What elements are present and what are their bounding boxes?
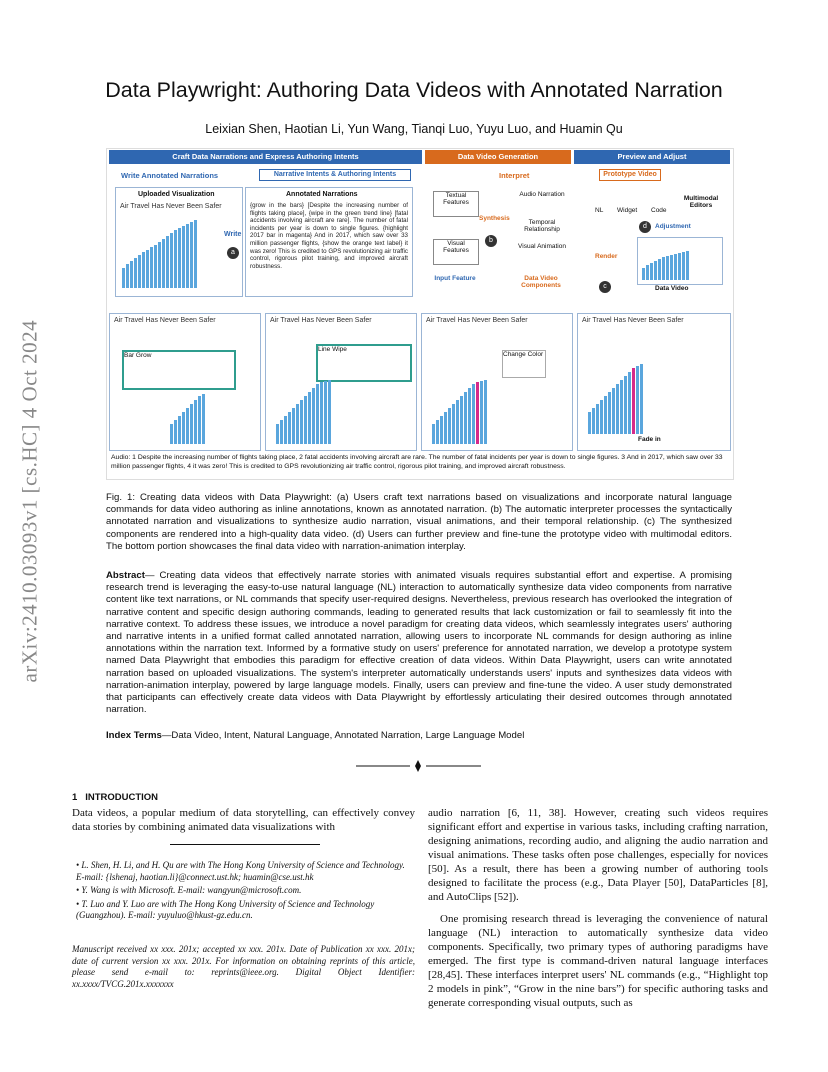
arxiv-stamp: arXiv:2410.03093v1 [cs.HC] 4 Oct 2024 — [17, 319, 42, 683]
thumb-bars — [642, 250, 689, 280]
abstract — [106, 570, 732, 716]
right-paragraph-2: One promising research thread is leveraging the convenience of natural language (NL) interaction to automatically synthesize data video components. Specifically, two primary types of authoring paradigms have emerged. The first type is command-driven natural language interfaces [28,45]. These interfaces interpret users' NL commands (e.g., “Highlight top 2 models in pink”, “Grow in the nine bars”) for specific authoring tasks and generate corresponding visual outputs, such as — [428, 913, 768, 1009]
index-terms-label: Index Terms — [106, 730, 162, 741]
header-preview: Preview and Adjust — [574, 150, 730, 164]
write-label: Write Annotated Narrations — [121, 171, 219, 180]
index-terms-text: —Data Video, Intent, Natural Language, Annotated Narration, Large Language Model — [161, 730, 525, 741]
label-b: b — [485, 235, 497, 247]
intents-label: Narrative Intents & Authoring Intents — [259, 169, 411, 181]
data-video-label: Data Video — [655, 285, 689, 292]
manuscript-note: Manuscript received xx xxx. 201x; accepted xx xxx. 201x. Date of Publication xx xxx. 201x; date of current version xx xxx. 201x. For information on obtaining reprints of this article, please send e-mail to: reprints@ieee.org. Digital Object Identifier: xx.xxxx/TVCG.201x.xxxxxxx — [72, 944, 415, 989]
audio-narration: Audio Narration — [519, 191, 565, 198]
step-2: Line Wipe — [316, 344, 412, 382]
visual-animation: Visual Animation — [518, 243, 566, 250]
temporal-relationship: Temporal Relationship — [524, 219, 560, 233]
index-terms — [106, 730, 732, 741]
header-craft: Craft Data Narrations and Express Authoring Intents — [109, 150, 422, 164]
code-editor: Code — [651, 207, 667, 214]
data-video-thumb — [637, 237, 723, 285]
write-arrow-label: Write — [224, 231, 242, 238]
adjustment-label: Adjustment — [655, 223, 691, 230]
prototype-label: Prototype Video — [599, 169, 661, 181]
authors: Leixian Shen, Haotian Li, Yun Wang, Tianqi Luo, Yuyu Luo, and Huamin Qu — [205, 122, 623, 136]
frame-4 — [577, 313, 731, 451]
narration-text: {grow in the bars} [Despite the increasing number of flights taking place], {wipe in the green trend line} [fatal accidents involving aircraft are rare]. The number of fatal incidents per year is down to single figures. {highlight 2017 bar in magenta} And in 2017, which saw over 33 million passenger flights, {show the orange text label} it was zero! This is credited to GPS revolutionizing air traffic control, rigorous pilot training, and improved aircraft robustness. — [250, 202, 408, 270]
header-generation: Data Video Generation — [425, 150, 571, 164]
abstract-text: — Creating data videos that effectively narrate stories with animated visuals requires substantial effort and expertise. A promising research trend is leveraging the easy-to-use natural language (NL) interaction to automatically synthesize data video components from narrative content like text narrations, or NL commands that specify user-required designs. Nevertheless, previous research has overlooked the integration of narrative content and specific design authoring commands, leading to generated results that lack customization or fail to seamlessly fit into the narrative context. To address these issues, we introduce a novel paradigm for creating data videos, which seamlessly integrates users' authoring and narrative intents in a unified format called annotated narration, allowing users to incorporate NL commands for design authoring as inline annotations within the narration text. Informed by a formative study on users' preference for annotated narration, we develop a prototype system named Data Playwright that embodies this paradigm for effective creation of data videos. Within Data Playwright, users can write annotated narration based on uploaded visualizations. The system's interpreter automatically understands users' inputs and synthesizes data videos with narration-animation interplay, powered by large language models. Finally, users can preview and fine-tune the video. A user study demonstrated that participants can effectively create data videos with Data Playwright by effortlessly articulating their desired outcomes through annotated narration. — [106, 570, 732, 716]
footnote-1: • L. Shen, H. Li, and H. Qu are with The Hong Kong University of Science and Technology. E-mail: {lshenaj, haotian.li}@connect.ust.hk; huamin@cse.ust.hk — [76, 860, 405, 882]
footnote-3: • T. Luo and Y. Luo are with The Hong Kong University of Science and Technology (Guangzhou). E-mail: yuyuluo@hkust-gz.edu.cn. — [76, 898, 375, 920]
visual-features: Visual Features — [433, 239, 479, 265]
chart-title: Air Travel Has Never Been Safer — [120, 203, 222, 210]
frame-3-bars — [432, 380, 487, 444]
frame-4-bars — [588, 364, 643, 434]
frame-4-title: Air Travel Has Never Been Safer — [582, 317, 684, 324]
frame-3 — [421, 313, 573, 451]
uploaded-vis-panel — [115, 187, 243, 297]
label-a: a — [227, 247, 239, 259]
mini-bars — [122, 218, 197, 288]
step-4: Fade in — [638, 436, 661, 443]
components-label: Data Video Components — [521, 275, 561, 289]
separator-diamond-icon — [356, 760, 481, 772]
teaser-figure — [106, 148, 734, 480]
abstract-label: Abstract — [106, 570, 145, 581]
annotated-title: Annotated Narrations — [286, 191, 358, 198]
frame-1-title: Air Travel Has Never Been Safer — [114, 317, 216, 324]
figure-caption: Fig. 1: Creating data videos with Data Playwright: (a) Users craft text narrations based on visualizations and incorporate natural language commands for data video authoring as inline annotations, known as annotated narration. (b) The automatic interpreter processes the syntactically annotated narration and visualizations to synthesize audio narration, visual animations, and their temporal relationship. (c) The synthesized components are rendered into a high-quality data video. (d) Users can further preview and fine-tune the prototype video with multimodal editors. The bottom portion showcases the final data video with narration-animation interplay. — [106, 492, 732, 552]
label-c: c — [599, 281, 611, 293]
frame-2-title: Air Travel Has Never Been Safer — [270, 317, 372, 324]
frame-2 — [265, 313, 417, 451]
interpret-label: Interpret — [499, 171, 530, 180]
annotated-narrations-panel — [245, 187, 413, 297]
frame-1-bars — [170, 394, 205, 444]
frame-1 — [109, 313, 261, 451]
label-d: d — [639, 221, 651, 233]
frame-2-bars — [276, 380, 331, 444]
paper-title: Data Playwright: Authoring Data Videos with Annotated Narration — [105, 78, 723, 102]
step-3: Change Color — [502, 350, 546, 378]
multimodal-editors: Multimodal Editors — [683, 195, 719, 209]
step-1: Bar Grow — [122, 350, 236, 390]
section-number: 1 — [72, 792, 78, 803]
section-title: INTRODUCTION — [85, 792, 159, 803]
textual-features: Textual Features — [433, 191, 479, 217]
left-paragraph: Data videos, a popular medium of data storytelling, can effectively convey data stories by combining animated data visualizations with — [72, 807, 415, 833]
frame-3-title: Air Travel Has Never Been Safer — [426, 317, 528, 324]
audio-line: Audio: 1 Despite the increasing number of flights taking place, 2 fatal accidents involving aircraft are rare. The number of fatal incidents per year is down to single figures. 3 And in 2017, which saw over 33 million passenger flights, 4 it was zero! This is credited to GPS revolutionizing air traffic control, rigorous pilot training, and improved aircraft robustness. — [111, 454, 723, 470]
footnote-2: • Y. Wang is with Microsoft. E-mail: wangyun@microsoft.com. — [76, 885, 302, 895]
synthesis-label: Synthesis — [479, 215, 510, 222]
uploaded-vis-title: Uploaded Visualization — [138, 191, 215, 198]
input-feature: Input Feature — [434, 275, 476, 282]
footnotes — [76, 860, 415, 922]
section-heading — [72, 792, 158, 803]
nl-editor: NL — [595, 207, 604, 214]
footnote-rule — [170, 844, 320, 845]
widget-editor: Widget — [617, 207, 638, 214]
render-label: Render — [595, 253, 618, 260]
right-paragraph-1: audio narration [6, 11, 38]. However, creating such videos requires significant effort and expertise in various tasks, including crafting narration, designing animations, recording audio, and aligning the audio narration and visual animations. These tasks often pose challenges, especially for novices [50]. As a result, there has been a growing number of authoring tools designed to facilitate the process (e.g., Data Player [50], DataParticles [8], and AutoClips [52]). — [428, 807, 768, 903]
